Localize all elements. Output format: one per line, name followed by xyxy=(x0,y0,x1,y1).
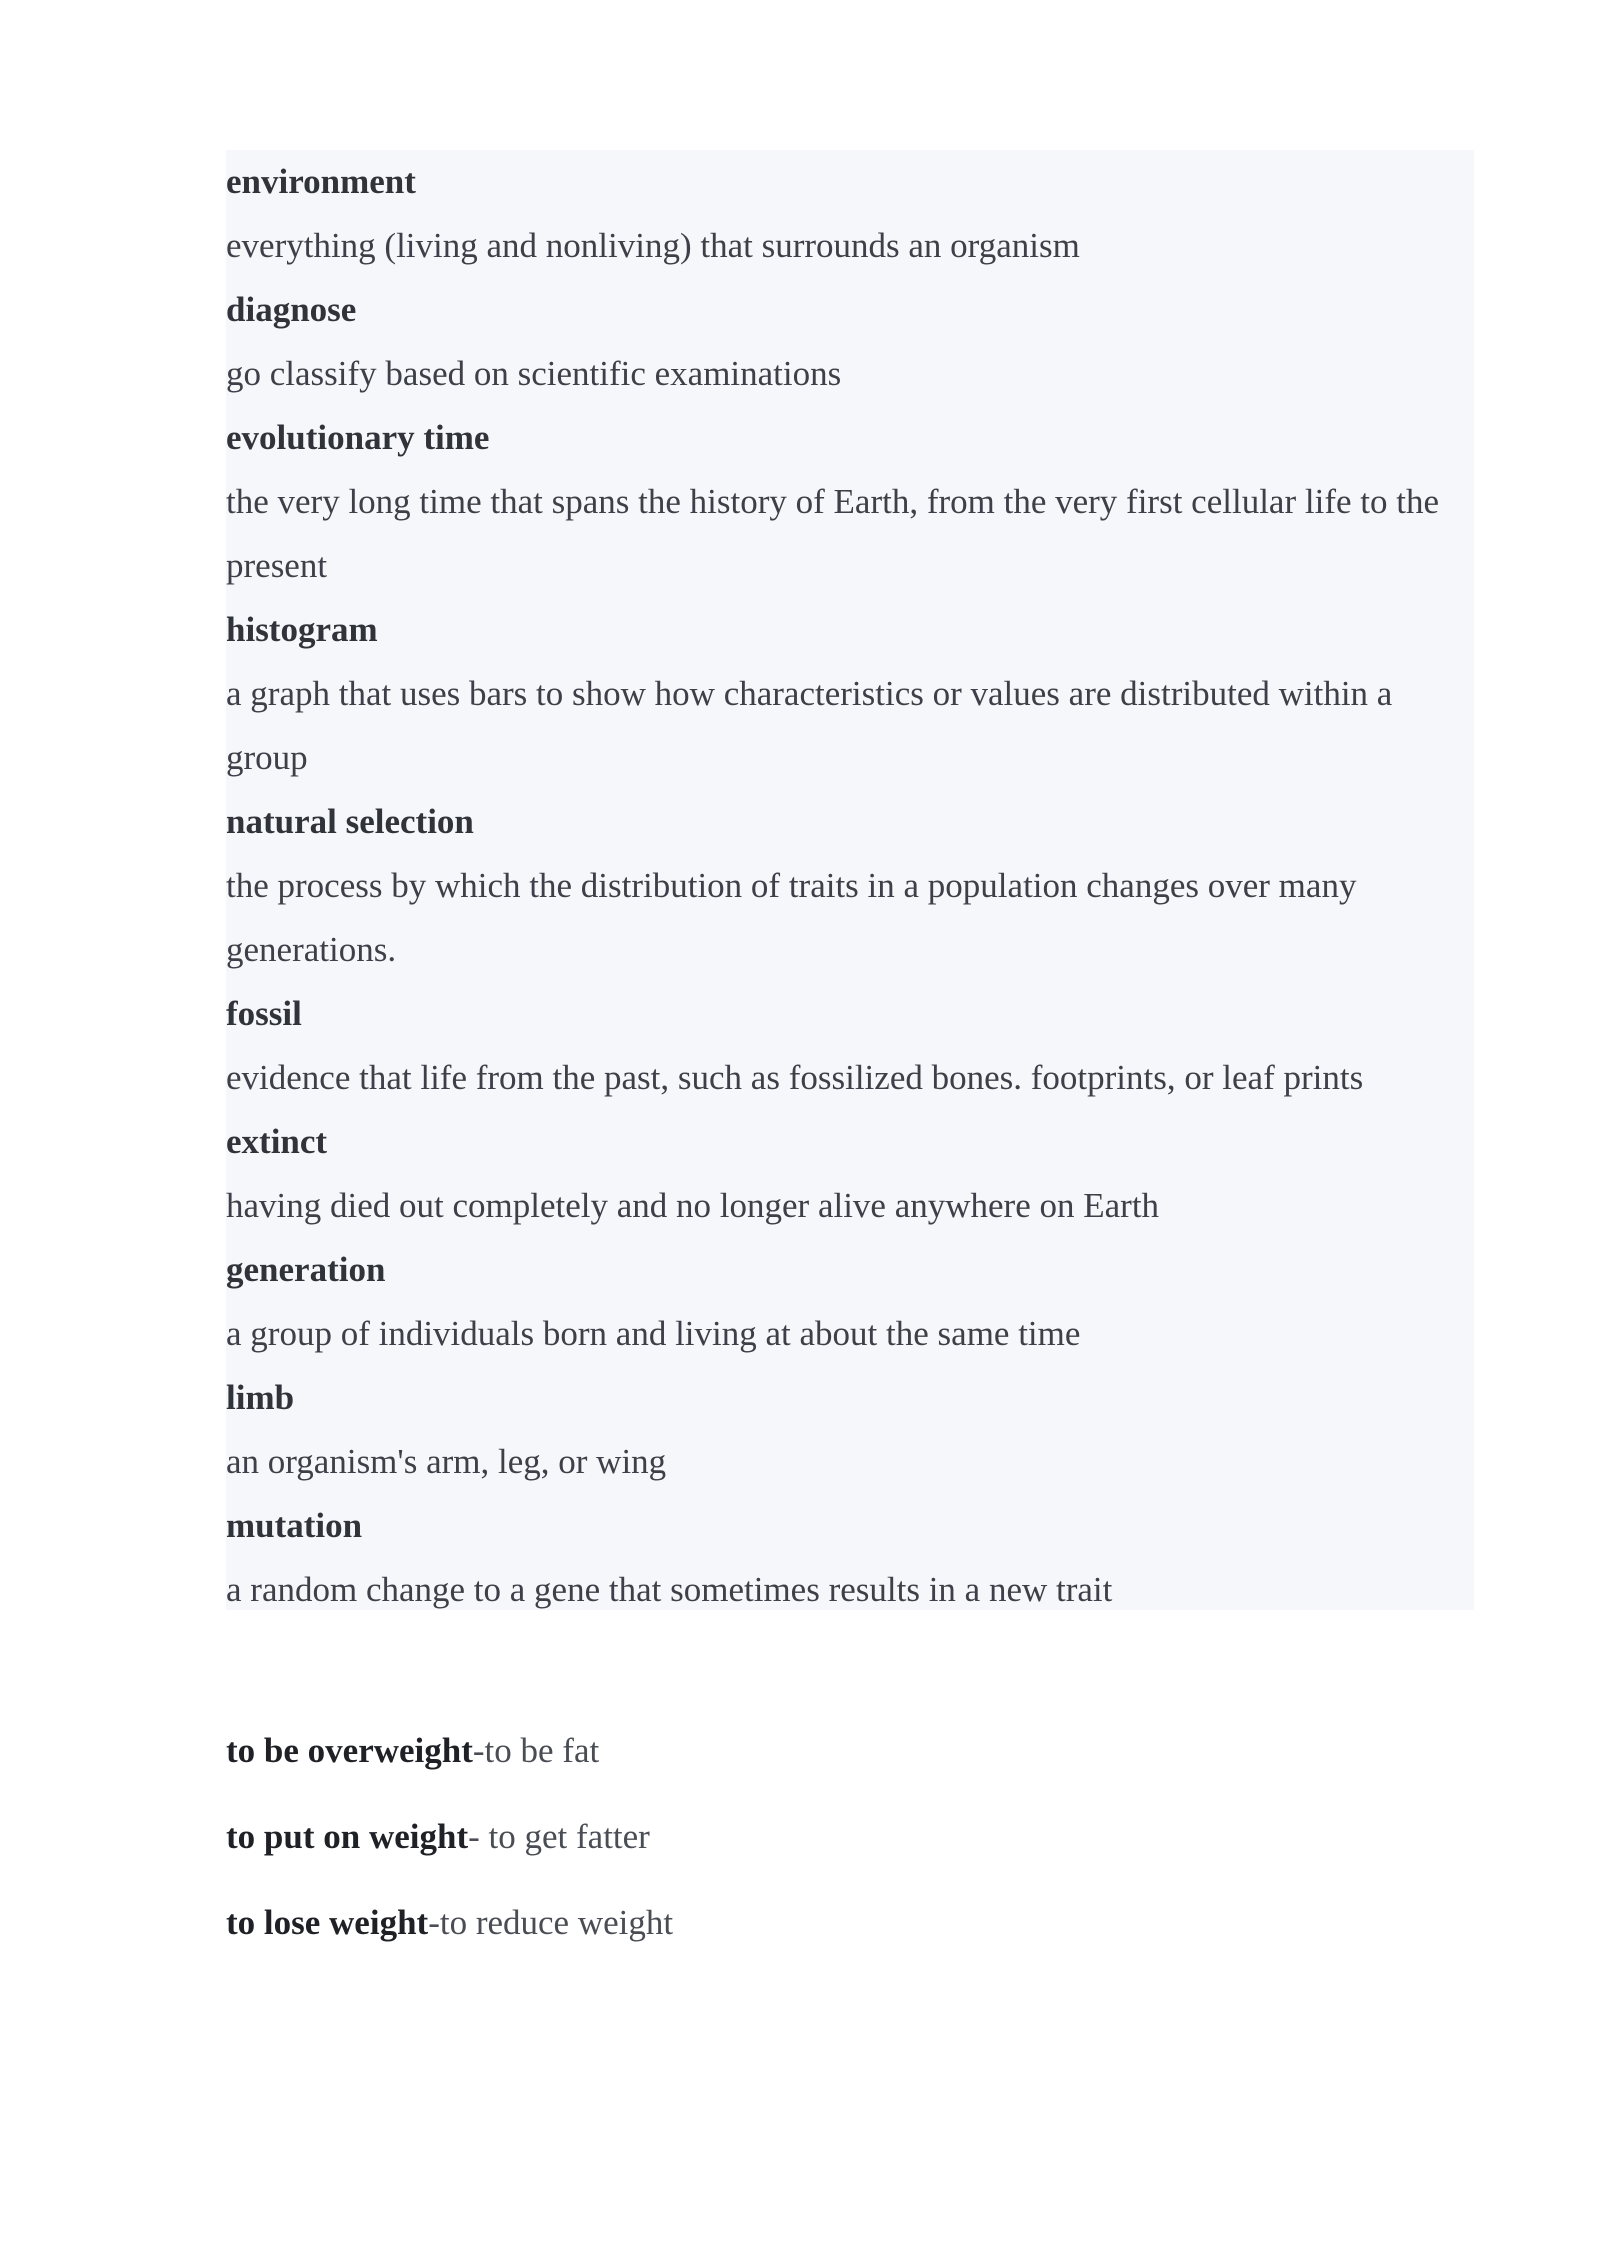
glossary-term: diagnose xyxy=(226,290,357,329)
glossary-entry xyxy=(226,278,1474,406)
glossary-entry xyxy=(226,1366,1474,1494)
phrase-definition: - to get fatter xyxy=(468,1817,650,1856)
glossary-entry xyxy=(226,1238,1474,1366)
phrase-term: to put on weight xyxy=(226,1817,469,1856)
glossary-term: evolutionary time xyxy=(226,418,490,457)
glossary-term: environment xyxy=(226,162,416,201)
glossary-term: limb xyxy=(226,1378,295,1417)
glossary-definition: a group of individuals born and living at about the same time xyxy=(226,1314,1081,1353)
glossary-term: generation xyxy=(226,1250,386,1289)
glossary-definition: everything (living and nonliving) that surrounds an organism xyxy=(226,226,1080,265)
glossary-term: mutation xyxy=(226,1506,363,1545)
glossary-block xyxy=(226,150,1474,1610)
glossary-entry xyxy=(226,1110,1474,1238)
glossary-definition: go classify based on scientific examinations xyxy=(226,354,842,393)
glossary-term: histogram xyxy=(226,610,378,649)
glossary-definition: an organism's arm, leg, or wing xyxy=(226,1442,667,1481)
phrase-item xyxy=(226,1708,1476,1794)
glossary-definition: evidence that life from the past, such as fossilized bones. footprints, or leaf prints xyxy=(226,1058,1364,1097)
glossary-entry xyxy=(226,150,1474,278)
phrase-definition: -to reduce weight xyxy=(428,1903,674,1942)
phrase-item xyxy=(226,1880,1476,1966)
glossary-definition: the process by which the distribution of traits in a population changes over many generations. xyxy=(226,866,1357,969)
phrase-definition: -to be fat xyxy=(472,1731,600,1770)
phrase-list xyxy=(226,1708,1476,1966)
glossary-entry xyxy=(226,790,1474,982)
glossary-entry xyxy=(226,406,1474,598)
glossary-term: natural selection xyxy=(226,802,474,841)
phrase-item xyxy=(226,1794,1476,1880)
glossary-term: fossil xyxy=(226,994,302,1033)
phrase-term: to be overweight xyxy=(226,1731,473,1770)
glossary-term: extinct xyxy=(226,1122,328,1161)
glossary-entry xyxy=(226,1494,1474,1622)
glossary-definition: the very long time that spans the history of Earth, from the very first cellular life to the present xyxy=(226,482,1439,585)
glossary-entry xyxy=(226,982,1474,1110)
glossary-definition: a random change to a gene that sometimes results in a new trait xyxy=(226,1570,1113,1609)
glossary-definition: having died out completely and no longer alive anywhere on Earth xyxy=(226,1186,1160,1225)
phrase-term: to lose weight xyxy=(226,1903,429,1942)
glossary-definition: a graph that uses bars to show how characteristics or values are distributed within a group xyxy=(226,674,1393,777)
glossary-entry xyxy=(226,598,1474,790)
